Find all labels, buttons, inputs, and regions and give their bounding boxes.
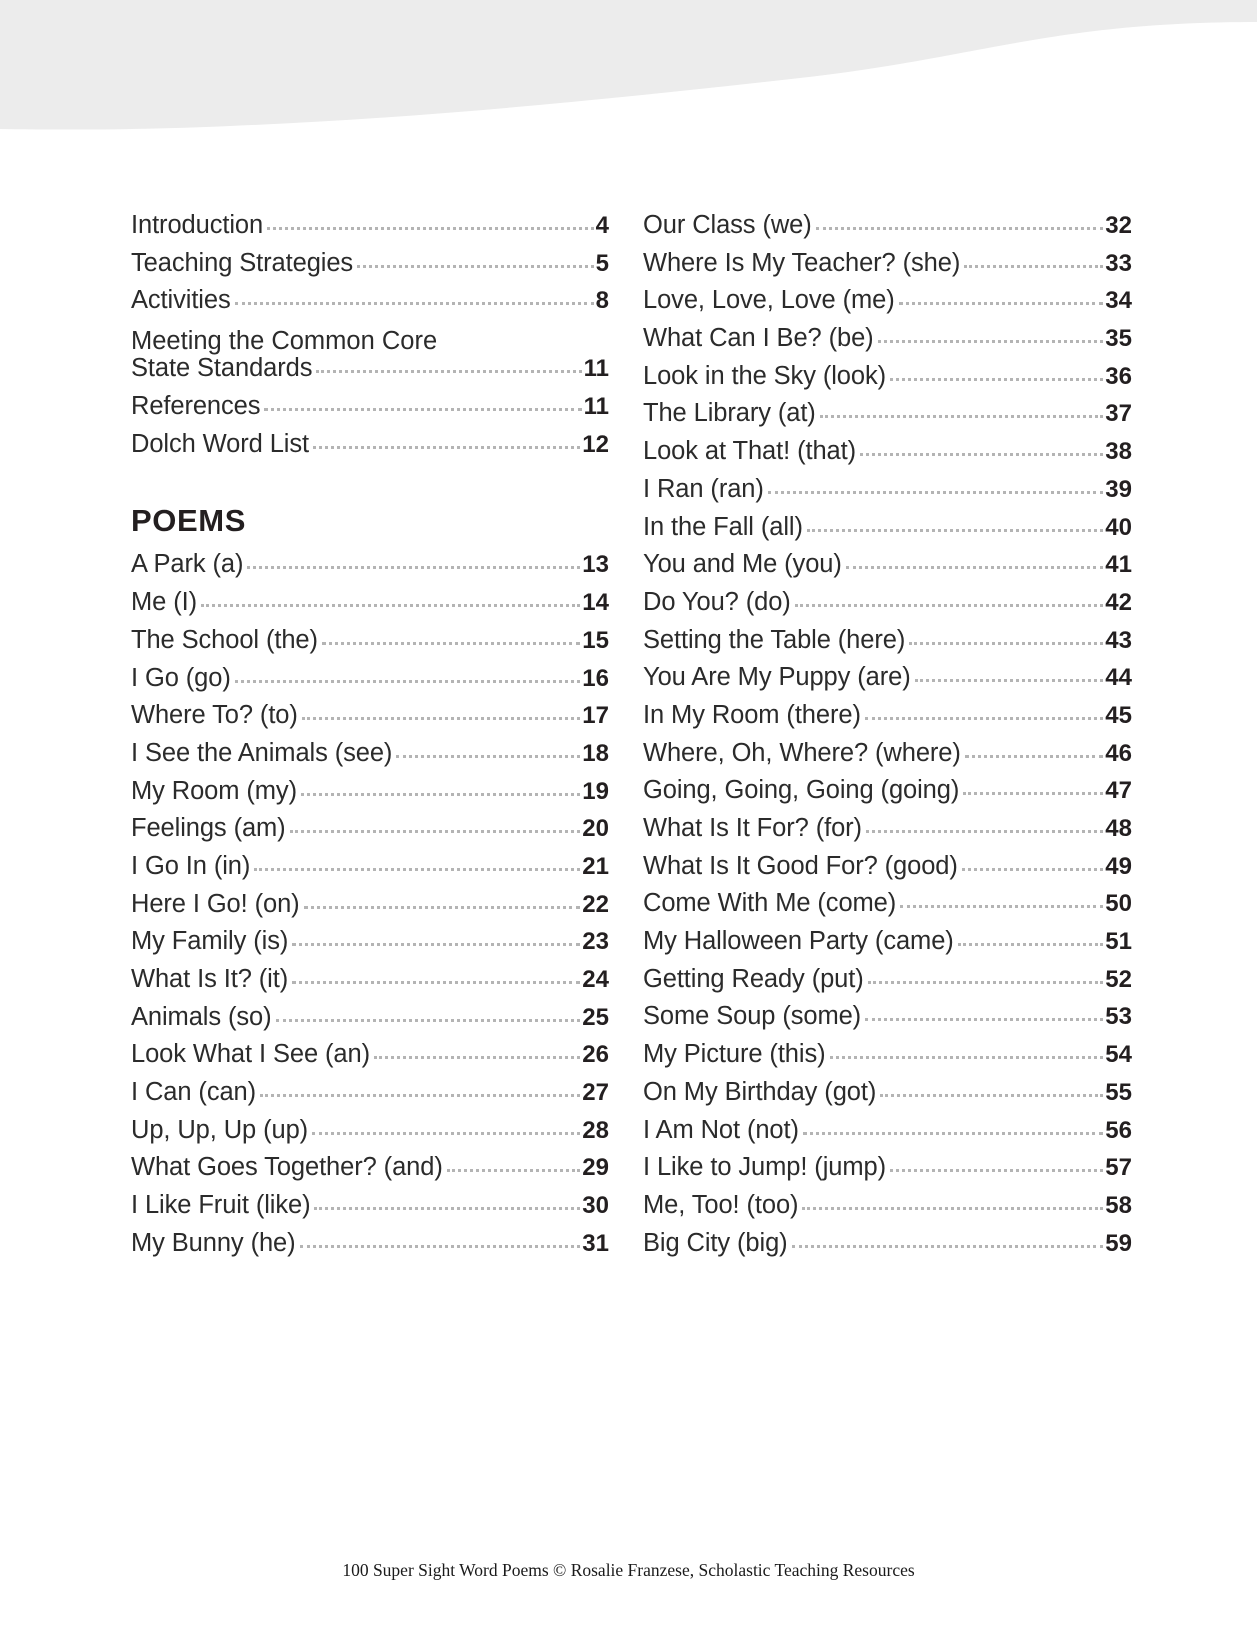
toc-entry-page: 31 [582, 1229, 609, 1257]
toc-entry[interactable] [131, 625, 609, 666]
toc-entry-title: Look in the Sky (look) [643, 361, 887, 390]
toc-entry-title: On My Birthday (got) [643, 1077, 877, 1106]
dot-leader [909, 641, 1103, 645]
dot-leader [292, 942, 580, 946]
banner-wave-shape [0, 0, 1257, 130]
toc-entry[interactable] [643, 851, 1132, 892]
toc-entry-page: 16 [582, 664, 609, 692]
toc-entry[interactable] [643, 1115, 1132, 1156]
toc-entry-page: 23 [582, 928, 609, 956]
toc-entry-title: Come With Me (come) [643, 889, 897, 918]
dot-leader [900, 904, 1103, 908]
toc-entry-title: Going, Going, Going (going) [643, 776, 960, 805]
toc-entry-title: Look at That! (that) [643, 437, 856, 466]
toc-entry-title: What Is It For? (for) [643, 814, 862, 842]
toc-entry[interactable] [643, 929, 1132, 967]
toc-entry-page: 45 [1105, 701, 1132, 729]
toc-entry-title: My Halloween Party (came) [643, 927, 954, 956]
toc-entry-title: I Like Fruit (like) [131, 1191, 311, 1220]
toc-entry[interactable] [131, 1002, 609, 1043]
toc-entry-title: Setting the Table (here) [643, 625, 906, 654]
toc-entry-page: 48 [1105, 815, 1132, 842]
toc-entry[interactable] [643, 512, 1132, 553]
toc-entry[interactable] [643, 1004, 1132, 1042]
toc-entry[interactable] [131, 1080, 609, 1118]
dot-leader [830, 1055, 1104, 1059]
toc-entry-page: 55 [1105, 1078, 1132, 1106]
toc-entry[interactable] [643, 1077, 1132, 1118]
toc-entry-page: 44 [1105, 664, 1132, 692]
dot-leader [866, 829, 1103, 833]
toc-entry-page: 30 [582, 1192, 609, 1220]
toc-entry-page: 5 [595, 249, 609, 277]
toc-entry[interactable] [131, 1042, 609, 1080]
toc-entry[interactable] [643, 816, 1132, 854]
dot-leader [301, 792, 580, 796]
toc-entry-page: 52 [1105, 965, 1132, 993]
toc-entry-page: 19 [582, 777, 609, 805]
toc-entry-title: Here I Go! (on) [131, 889, 300, 918]
dot-leader [816, 226, 1104, 230]
toc-entry-page: 58 [1105, 1191, 1132, 1219]
dot-leader [292, 980, 580, 984]
toc-entry-title: Where Is My Teacher? (she) [643, 248, 961, 277]
toc-entry-title: I Go (go) [131, 663, 231, 692]
dot-leader [302, 716, 581, 720]
toc-entry-title: I Ran (ran) [643, 474, 764, 503]
toc-entry[interactable] [643, 964, 1132, 1005]
dot-leader [312, 1131, 580, 1135]
poems-left-list [131, 552, 609, 1268]
dot-leader [846, 565, 1104, 569]
toc-entry[interactable] [131, 816, 609, 854]
toc-entry[interactable] [643, 401, 1132, 439]
dot-leader [965, 754, 1104, 758]
toc-entry-title: I Am Not (not) [643, 1115, 799, 1144]
toc-entry[interactable] [643, 288, 1132, 326]
toc-entry[interactable] [131, 703, 609, 741]
toc-entry[interactable] [643, 891, 1132, 929]
toc-entry-title: My Family (is) [131, 927, 289, 956]
toc-entry-page: 54 [1105, 1041, 1132, 1069]
toc-entry[interactable] [643, 665, 1132, 703]
toc-entry[interactable] [131, 776, 609, 817]
toc-entry-page: 51 [1105, 928, 1132, 956]
toc-entry-page: 40 [1105, 513, 1132, 541]
toc-entry-page: 11 [583, 393, 609, 421]
dot-leader [313, 445, 580, 449]
toc-entry-title: Look What I See (an) [131, 1040, 370, 1069]
dot-leader [201, 603, 580, 607]
toc-entry-page: 21 [582, 852, 609, 880]
toc-entry-page: 47 [1105, 777, 1132, 805]
toc-entry[interactable] [643, 248, 1132, 289]
toc-entry-title: Do You? (do) [643, 587, 791, 616]
toc-entry-page: 14 [582, 589, 609, 617]
dot-leader [899, 301, 1104, 305]
toc-entry-page: 50 [1105, 890, 1132, 918]
dot-leader [803, 1131, 1103, 1135]
toc-entry-page: 38 [1105, 438, 1132, 466]
toc-entry-title: Up, Up, Up (up) [131, 1115, 309, 1144]
decorative-top-banner [0, 0, 1257, 160]
toc-entry-title: The Library (at) [643, 399, 816, 428]
toc-entry[interactable] [643, 326, 1132, 364]
toc-entry-page: 18 [582, 739, 609, 767]
poems-right-list [643, 213, 1132, 1268]
dot-leader [807, 528, 1103, 532]
dot-leader [276, 1018, 581, 1022]
dot-leader [447, 1168, 581, 1172]
toc-entry[interactable] [131, 1228, 609, 1269]
toc-entry-title: My Room (my) [131, 776, 297, 805]
toc-entry-page: 43 [1105, 626, 1132, 654]
toc-entry-page: 46 [1105, 739, 1132, 767]
dot-leader [915, 678, 1104, 682]
toc-entry-title: Me (I) [131, 588, 197, 617]
toc-entry-page: 20 [582, 815, 609, 843]
toc-entry-title: Where, Oh, Where? (where) [643, 738, 961, 767]
dot-leader [865, 1017, 1103, 1021]
toc-entry[interactable] [131, 326, 609, 394]
toc-entry-page: 8 [595, 287, 609, 315]
toc-entry-page: 49 [1105, 852, 1132, 880]
toc-entry-title: What Is It Good For? (good) [643, 851, 958, 880]
toc-entry-title: What Goes Together? (and) [131, 1153, 443, 1182]
toc-entry-page: 17 [582, 702, 609, 730]
dot-leader [264, 407, 581, 411]
toc-entry[interactable] [131, 738, 609, 779]
toc-entry[interactable] [131, 967, 609, 1005]
toc-entry[interactable] [643, 625, 1132, 666]
dot-leader [878, 339, 1104, 343]
dot-leader [396, 754, 580, 758]
toc-entry[interactable] [643, 1228, 1132, 1269]
toc-entry-title: Getting Ready (put) [643, 964, 864, 993]
toc-entry[interactable] [643, 1190, 1132, 1231]
dot-leader [316, 369, 581, 373]
dot-leader [357, 264, 594, 268]
toc-entry-title: Feelings (am) [131, 814, 286, 843]
dot-leader [802, 1206, 1103, 1210]
dot-leader [314, 1206, 580, 1210]
toc-entry[interactable] [643, 738, 1132, 779]
toc-entry[interactable] [131, 1155, 609, 1193]
toc-entry[interactable] [131, 663, 609, 704]
toc-entry-page: 11 [583, 355, 609, 383]
dot-leader [962, 867, 1104, 871]
toc-entry-page: 56 [1105, 1116, 1132, 1144]
toc-entry[interactable] [131, 1193, 609, 1231]
toc-entry-page: 27 [582, 1079, 609, 1107]
toc-entry[interactable] [131, 929, 609, 967]
toc-entry-title: Dolch Word List [131, 429, 310, 458]
toc-entry-title: You Are My Puppy (are) [643, 663, 911, 692]
toc-entry-page: 59 [1105, 1229, 1132, 1257]
toc-entry[interactable] [131, 1115, 609, 1156]
toc-entry-title: Me, Too! (too) [643, 1190, 799, 1219]
dot-leader [290, 829, 581, 833]
dot-leader [860, 452, 1103, 456]
dot-leader [300, 1244, 581, 1248]
dot-leader [964, 264, 1103, 268]
toc-entry-title-line2: State Standards [131, 354, 313, 383]
dot-leader [792, 1244, 1104, 1248]
toc-entry-title: In My Room (there) [643, 700, 861, 729]
toc-entry-title: I Go In (in) [131, 851, 251, 880]
dot-leader [267, 226, 594, 230]
dot-leader [254, 867, 580, 871]
table-of-contents [0, 213, 1257, 1269]
dot-leader [890, 1168, 1103, 1172]
toc-entry[interactable] [643, 700, 1132, 741]
toc-entry-title: Big City (big) [643, 1228, 788, 1257]
toc-entry-title: You and Me (you) [643, 550, 842, 579]
toc-entry-page: 24 [582, 966, 609, 994]
toc-entry-title: My Picture (this) [643, 1040, 826, 1069]
dot-leader [865, 716, 1103, 720]
dot-leader [235, 301, 594, 305]
toc-entry-page: 35 [1105, 325, 1132, 353]
dot-leader [374, 1055, 580, 1059]
toc-entry-page: 57 [1105, 1154, 1132, 1182]
toc-entry[interactable] [643, 1042, 1132, 1080]
toc-entry-title: Love, Love, Love (me) [643, 286, 895, 315]
poems-section-heading: POEMS [131, 503, 246, 539]
toc-entry[interactable] [131, 288, 609, 326]
toc-entry[interactable] [643, 439, 1132, 477]
toc-entry[interactable] [643, 778, 1132, 816]
toc-entry-page: 25 [582, 1003, 609, 1031]
toc-entry-title: References [131, 392, 261, 421]
toc-entry-page: 53 [1105, 1003, 1132, 1031]
toc-entry-title: Some Soup (some) [643, 1002, 862, 1031]
toc-right-column [643, 213, 1132, 1268]
toc-entry[interactable] [643, 552, 1132, 590]
toc-entry-page: 13 [582, 551, 609, 579]
dot-leader [322, 641, 580, 645]
toc-entry-page: 15 [582, 626, 609, 654]
dot-leader [247, 565, 580, 569]
dot-leader [768, 490, 1104, 494]
toc-entry-title: Activities [131, 286, 231, 315]
toc-entry-page: 29 [582, 1154, 609, 1182]
toc-entry-page: 34 [1105, 287, 1132, 315]
toc-entry-page: 22 [582, 890, 609, 918]
toc-entry[interactable] [643, 361, 1132, 402]
toc-entry[interactable] [131, 590, 609, 628]
toc-entry-title: My Bunny (he) [131, 1228, 296, 1257]
toc-entry-page: 39 [1105, 475, 1132, 503]
toc-entry[interactable] [131, 889, 609, 930]
toc-entry[interactable] [131, 394, 609, 432]
toc-entry[interactable] [643, 474, 1132, 515]
toc-entry-title: Our Class (we) [643, 211, 812, 239]
dot-leader [260, 1093, 580, 1097]
toc-entry[interactable] [643, 587, 1132, 628]
toc-entry[interactable] [643, 213, 1132, 251]
toc-entry[interactable] [131, 429, 609, 470]
toc-entry[interactable] [131, 213, 609, 251]
toc-entry-page: 28 [582, 1116, 609, 1144]
dot-leader [820, 414, 1104, 418]
toc-entry-title: Animals (so) [131, 1002, 272, 1031]
toc-entry-title: In the Fall (all) [643, 512, 803, 541]
toc-entry-title: I Like to Jump! (jump) [643, 1153, 886, 1182]
dot-leader [304, 905, 581, 909]
toc-entry[interactable] [131, 851, 609, 892]
toc-entry-page: 4 [595, 212, 609, 239]
toc-entry-page: 41 [1105, 551, 1132, 579]
toc-entry-title: Where To? (to) [131, 701, 298, 730]
toc-entry-title: I Can (can) [131, 1078, 257, 1107]
toc-entry[interactable] [131, 248, 609, 289]
dot-leader [958, 942, 1104, 946]
toc-entry-title: What Can I Be? (be) [643, 324, 874, 353]
toc-entry-title: A Park (a) [131, 550, 244, 579]
dot-leader [963, 791, 1103, 795]
dot-leader [868, 980, 1104, 984]
dot-leader [795, 603, 1104, 607]
toc-entry-page: 33 [1105, 249, 1132, 277]
toc-entry-title: Introduction [131, 211, 264, 239]
toc-entry-page: 32 [1105, 212, 1132, 239]
dot-leader [890, 377, 1103, 381]
toc-entry[interactable] [643, 1155, 1132, 1193]
toc-left-column [131, 213, 609, 1269]
toc-entry[interactable] [131, 552, 609, 590]
toc-entry-title: I See the Animals (see) [131, 738, 393, 767]
toc-entry-title-line1: Meeting the Common Core [131, 327, 438, 356]
toc-entry-page: 37 [1105, 400, 1132, 428]
toc-entry-page: 36 [1105, 362, 1132, 390]
toc-entry-page: 26 [582, 1041, 609, 1069]
toc-entry-title: The School (the) [131, 625, 318, 654]
dot-leader [880, 1093, 1103, 1097]
dot-leader [235, 679, 581, 683]
toc-entry-page: 12 [582, 430, 609, 458]
footer-credit: 100 Super Sight Word Poems © Rosalie Franzese, Scholastic Teaching Resources [342, 1560, 915, 1580]
toc-entry-title: Teaching Strategies [131, 248, 354, 277]
toc-entry-title: What Is It? (it) [131, 965, 289, 994]
toc-entry-page: 42 [1105, 588, 1132, 616]
